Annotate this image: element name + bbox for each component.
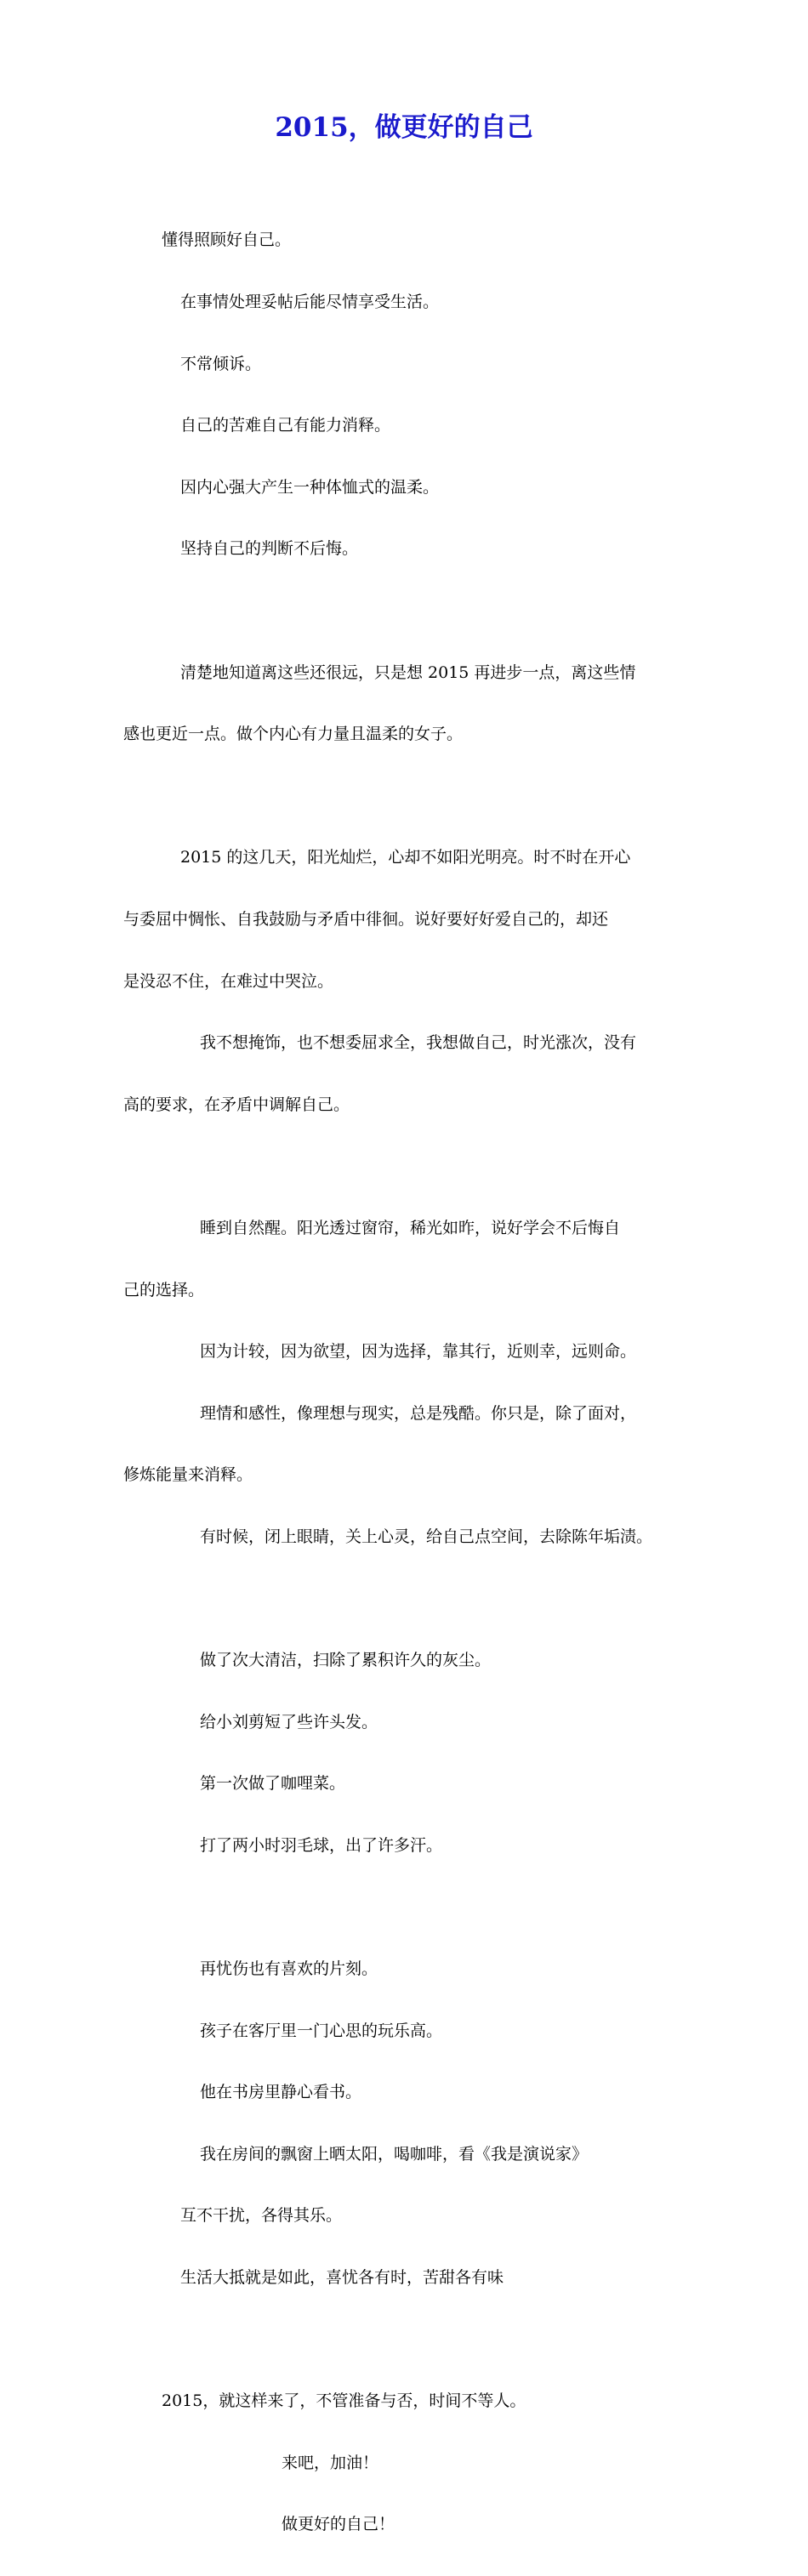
body-line: 再忧伤也有喜欢的片刻。 <box>200 1959 378 1979</box>
body-line: 自己的苦难自己有能力消释。 <box>180 416 391 435</box>
body-line: 互不干扰，各得其乐。 <box>180 2206 343 2226</box>
body-line: 生活大抵就是如此，喜忧各有时，苦甜各有味 <box>180 2268 504 2287</box>
body-line: 做了次大清洁，扫除了累积许久的灰尘。 <box>200 1651 492 1670</box>
body-line: 理情和感性，像理想与现实，总是残酷。你只是，除了面对， <box>200 1403 637 1423</box>
body-line: 2015 的这几天，阳光灿烂，心却不如阳光明亮。时不时在开心 <box>180 848 631 867</box>
body-line: 懂得照顾好自己。 <box>162 230 292 250</box>
body-line: 他在书房里静心看书。 <box>200 2083 362 2102</box>
body-line: 给小刘剪短了些许头发。 <box>200 1712 378 1732</box>
body-line: 与委屈中惆怅、自我鼓励与矛盾中徘徊。说好要好好爱自己的，却还 <box>123 909 609 929</box>
body-line: 清楚地知道离这些还很远，只是想 2015 再进步一点，离这些情 <box>180 662 636 682</box>
blank-line <box>123 1896 710 1917</box>
blank-line <box>123 2329 710 2350</box>
blank-line <box>123 1156 710 1176</box>
body-line: 打了两小时羽毛球，出了许多汗。 <box>200 1835 443 1855</box>
body-line: 在事情处理妥帖后能尽情享受生活。 <box>180 293 440 311</box>
document-body <box>123 189 710 2576</box>
body-line: 是没忍不住，在难过中哭泣。 <box>123 971 334 991</box>
body-line: 第一次做了咖哩菜。 <box>200 1774 346 1794</box>
body-line: 修炼能量来消释。 <box>123 1465 253 1485</box>
body-line: 孩子在客厅里一门心思的玩乐高。 <box>200 2021 443 2040</box>
blank-line <box>123 1588 710 1608</box>
body-line: 不常倾诉。 <box>180 354 262 373</box>
body-line: 我不想掩饰，也不想委屈求全，我想做自己，时光涨次，没有 <box>200 1033 637 1053</box>
document-title: 2015，做更好的自己 <box>275 112 533 143</box>
body-line: 因内心强大产生一种体恤式的温柔。 <box>180 477 440 497</box>
body-line: 2015，就这样来了，不管准备与否，时间不等人。 <box>162 2391 526 2411</box>
blank-line <box>123 600 710 621</box>
body-line: 我在房间的飘窗上晒太阳，喝咖啡，看《我是演说家》 <box>200 2144 589 2164</box>
blank-line <box>123 786 710 806</box>
body-line: 来吧，加油！ <box>282 2453 379 2472</box>
body-line: 坚持自己的判断不后悔。 <box>180 539 359 559</box>
body-line: 因为计较，因为欲望，因为选择，靠其行，近则幸，远则命。 <box>200 1342 637 1362</box>
body-line: 高的要求，在矛盾中调解自己。 <box>123 1095 350 1114</box>
body-line: 睡到自然醒。阳光透过窗帘，稀光如昨，说好学会不后悔自 <box>200 1218 621 1237</box>
body-line: 己的选择。 <box>123 1280 205 1299</box>
body-line: 有时候，闭上眼睛，关上心灵，给自己点空间，去除陈年垢渍。 <box>200 1527 653 1546</box>
body-line: 做更好的自己！ <box>282 2515 395 2534</box>
body-line: 感也更近一点。做个内心有力量且温柔的女子。 <box>123 725 464 744</box>
